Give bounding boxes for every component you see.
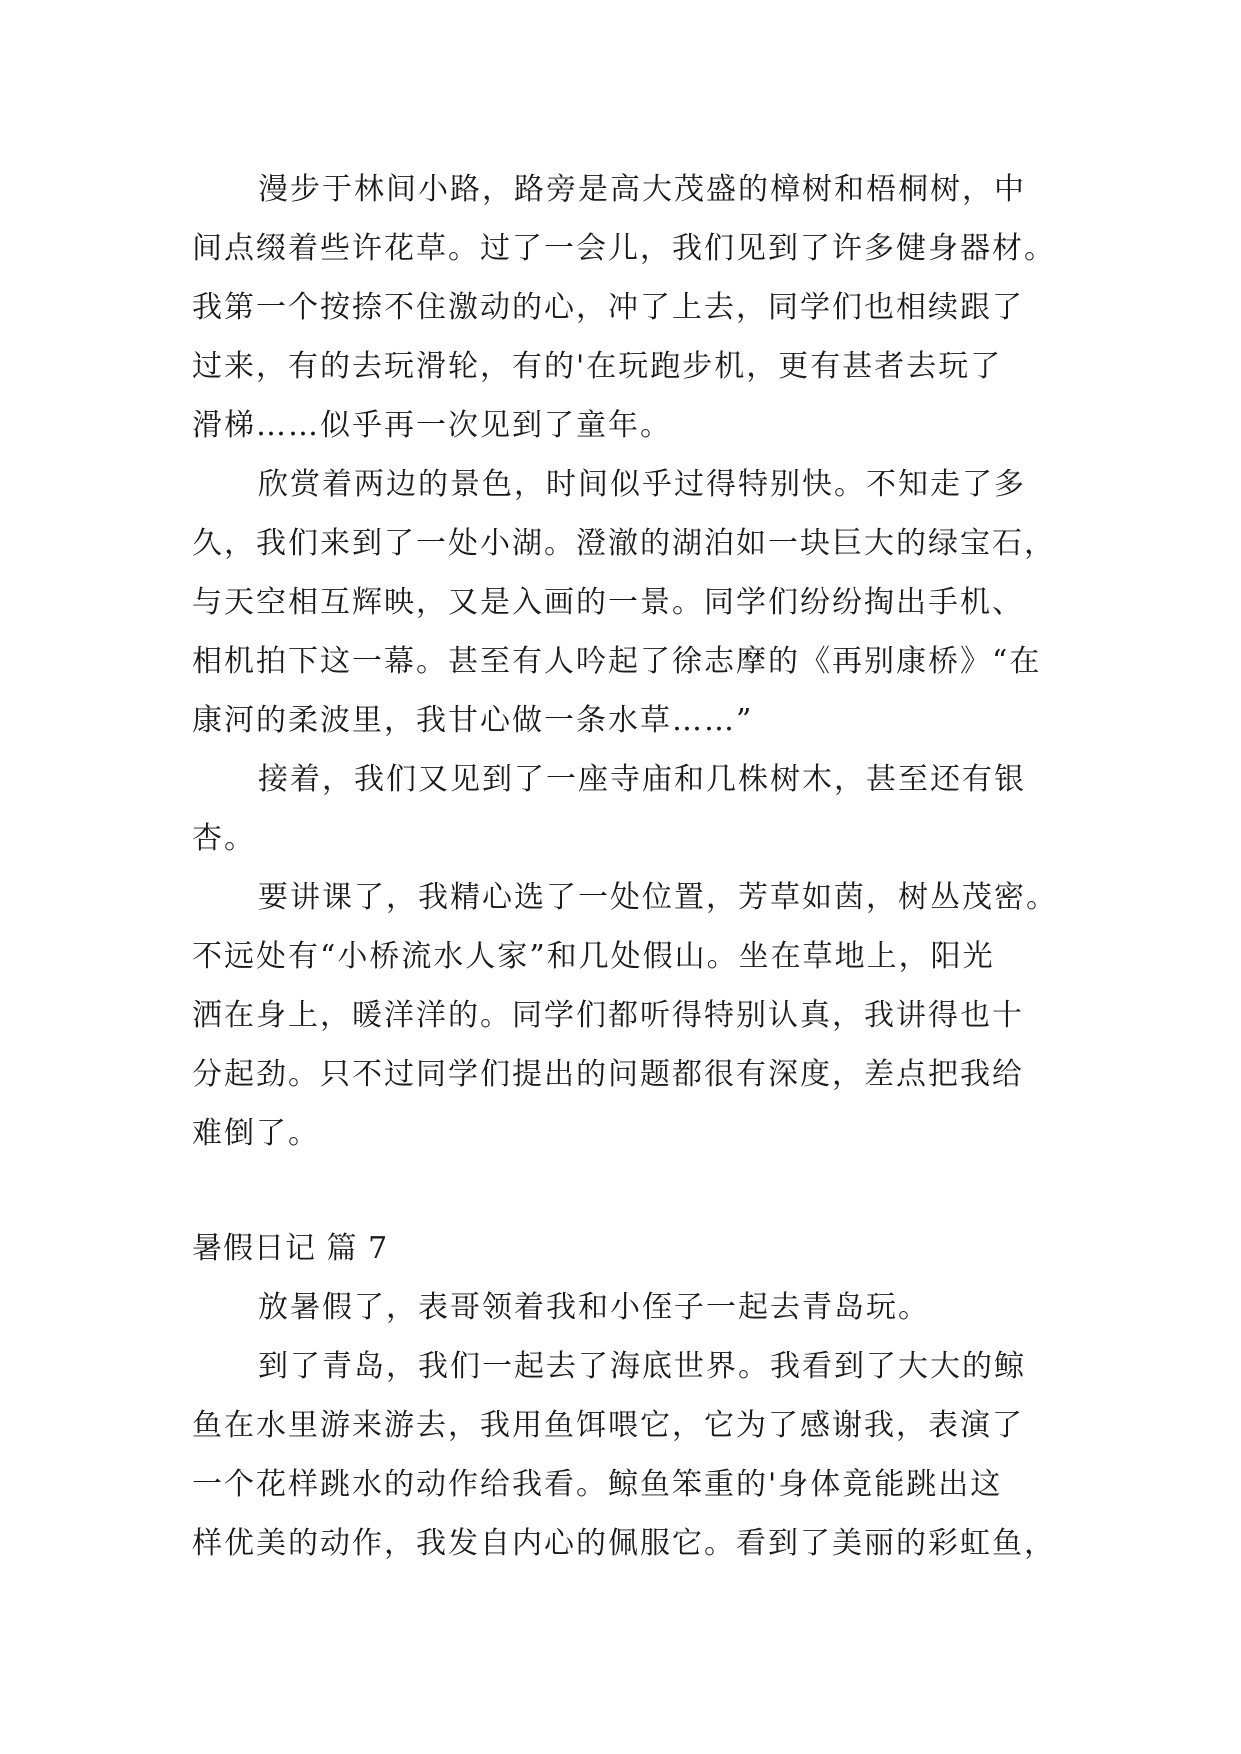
text-line: 滑梯……似乎再一次见到了童年。 [192,408,672,443]
text-line: 鱼在水里游来游去，我用鱼饵喂它，它为了感谢我，表演了 [192,1408,1024,1443]
text-line: 与天空相互辉映，又是入画的一景。同学们纷纷掏出手机、 [192,585,1024,620]
text-line: 要讲课了，我精心选了一处位置，芳草如茵，树丛茂密。 [258,880,1058,915]
text-line: 久，我们来到了一处小湖。澄澈的湖泊如一块巨大的绿宝石， [192,526,1056,561]
text-line: 样优美的动作，我发自内心的佩服它。看到了美丽的彩虹鱼， [192,1526,1056,1561]
text-line: 洒在身上，暖洋洋的。同学们都听得特别认真，我讲得也十 [192,998,1024,1033]
text-line: 难倒了。 [192,1116,320,1151]
text-line: 过来，有的去玩滑轮，有的'在玩跑步机，更有甚者去玩了 [192,349,1003,384]
paragraph-temple [192,750,1052,868]
section-gap [192,1163,1052,1219]
text-line: 我第一个按捺不住激动的心，冲了上去，同学们也相续跟了 [192,290,1024,325]
text-line: 漫步于林间小路，路旁是高大茂盛的樟树和梧桐树，中 [258,172,1026,207]
text-line: 康河的柔波里，我甘心做一条水草……” [192,703,754,738]
text-line: 分起劲。只不过同学们提出的问题都很有深度，差点把我给 [192,1057,1024,1092]
text-line: 间点缀着些许花草。过了一会儿，我们见到了许多健身器材。 [192,231,1056,266]
paragraph-fitness [192,160,1056,455]
paragraph-lecture [192,868,1058,1163]
text-line: 到了青岛，我们一起去了海底世界。我看到了大大的鲸 [258,1349,1026,1384]
paragraph-aquarium [192,1337,1056,1573]
paragraph-summer [192,1278,1052,1337]
text-line: 杏。 [192,821,256,856]
text-line: 欣赏着两边的景色，时间似乎过得特别快。不知走了多 [258,467,1026,502]
document-page [192,160,1058,1573]
text-line: 接着，我们又见到了一座寺庙和几株树木，甚至还有银 [258,762,1026,797]
text-line: 不远处有“小桥流水人家”和几处假山。坐在草地上，阳光 [192,939,995,974]
text-line: 相机拍下这一幕。甚至有人吟起了徐志摩的《再别康桥》“在 [192,644,1042,679]
text-line: 放暑假了，表哥领着我和小侄子一起去青岛玩。 [258,1290,930,1325]
text-line: 一个花样跳水的动作给我看。鲸鱼笨重的'身体竟能跳出这 [192,1467,1003,1502]
paragraph-lake [192,455,1056,750]
section-heading: 暑假日记 篇 7 [192,1231,389,1266]
